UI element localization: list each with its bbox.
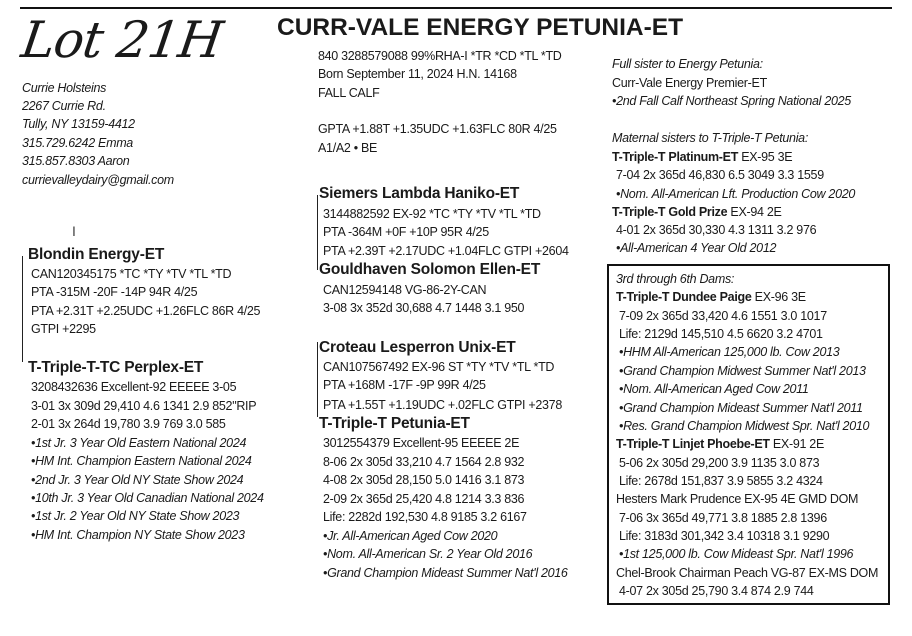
grand-dam-record-2: 4-08 2x 305d 28,150 5.0 1416 3.1 873: [323, 473, 525, 487]
third-dam-record: 7-09 2x 365d 33,420 4.6 1551 3.0 1017: [619, 309, 827, 323]
dam-record-2: 2-01 3x 264d 19,780 3.9 769 3.0 585: [31, 417, 226, 431]
sire-dam-line-1: CAN12594148 VG-86-2Y-CAN: [323, 283, 487, 297]
dam-record-1: 3-01 3x 309d 29,410 4.6 1341 2.9 852"RIP: [31, 399, 257, 413]
animal-birth-line: Born September 11, 2024 H.N. 14168: [318, 67, 517, 81]
dam-sire-line-1: CAN120345175 *TC *TY *TV *TL *TD: [31, 267, 232, 281]
sixth-dam-record: 4-07 2x 305d 25,790 3.4 874 2.9 744: [619, 584, 814, 598]
text-cursor-icon: I: [72, 223, 76, 239]
maternal-sister-2-record: 4-01 2x 365d 30,330 4.3 1311 3.2 976: [616, 223, 817, 237]
full-sister-honor: •2nd Fall Calf Northeast Spring National 2025: [612, 94, 851, 108]
sire-line-1: 3144882592 EX-92 *TC *TY *TV *TL *TD: [323, 207, 541, 221]
consignor-name: Currie Holsteins: [22, 81, 107, 95]
sire-line-3: PTA +2.39T +2.17UDC +1.04FLC GTPI +2604: [323, 244, 569, 258]
dams-header: 3rd through 6th Dams:: [616, 272, 735, 286]
third-dam-honor: •Grand Champion Midwest Summer Nat'l 2013: [619, 364, 866, 378]
grand-dam-honor: •Grand Champion Mideast Summer Nat'l 2016: [323, 566, 568, 580]
dam-honor: •HM Int. Champion NY State Show 2023: [31, 528, 245, 542]
dam-sire-line-4: GTPI +2295: [31, 322, 96, 336]
third-dam-honor: •HHM All-American 125,000 lb. Cow 2013: [619, 345, 840, 359]
third-dam-name: T-Triple-T Dundee Paige: [616, 290, 752, 304]
fourth-dam: [616, 435, 824, 453]
maternal-sister-2-class: EX-94 2E: [727, 205, 782, 219]
fourth-dam-class: EX-91 2E: [769, 437, 824, 451]
consignor-phone-1: 315.729.6242 Emma: [22, 136, 133, 150]
maternal-sister-1-record: 7-04 2x 365d 46,830 6.5 3049 3.3 1559: [616, 168, 824, 182]
maternal-sister-2-honor: •All-American 4 Year Old 2012: [616, 241, 777, 255]
dam-honor: •1st Jr. 3 Year Old Eastern National 2024: [31, 436, 247, 450]
consignor-city: Tully, NY 13159-4412: [22, 117, 135, 131]
fourth-dam-name: T-Triple-T Linjet Phoebe-ET: [616, 437, 770, 451]
full-sister-header: Full sister to Energy Petunia:: [612, 57, 763, 71]
fifth-dam-record: 7-06 3x 365d 49,771 3.8 1885 2.8 1396: [619, 511, 827, 525]
fourth-dam-record: 5-06 2x 305d 29,200 3.9 1135 3.0 873: [619, 456, 820, 470]
grand-dam-name: T-Triple-T Petunia-ET: [319, 415, 470, 432]
page-title: CURR-VALE ENERGY PETUNIA-ET: [277, 14, 684, 41]
sixth-dam: Chel-Brook Chairman Peach VG-87 EX-MS DOM: [616, 566, 879, 580]
top-rule: [20, 7, 892, 9]
third-dam-life: Life: 2129d 145,510 4.5 6620 3.2 4701: [619, 327, 823, 341]
third-dam-honor: •Nom. All-American Aged Cow 2011: [619, 382, 809, 396]
sire-dam-name: Gouldhaven Solomon Ellen-ET: [319, 261, 541, 278]
dam-honor: •10th Jr. 3 Year Old Canadian National 2024: [31, 491, 264, 505]
dam-honor: •2nd Jr. 3 Year Old NY State Show 2024: [31, 473, 244, 487]
grand-dam-life: Life: 2282d 192,530 4.8 9185 3.2 6167: [323, 510, 527, 524]
dam-honor: •1st Jr. 2 Year Old NY State Show 2023: [31, 509, 240, 523]
dam-bracket: [22, 256, 23, 362]
dam-honor: •HM Int. Champion Eastern National 2024: [31, 454, 252, 468]
sire-dam-line-2: 3-08 3x 352d 30,688 4.7 1448 3.1 950: [323, 301, 525, 315]
animal-class: FALL CALF: [318, 86, 380, 100]
third-dam-honor: •Grand Champion Mideast Summer Nat'l 2011: [619, 401, 863, 415]
sire-line-2: PTA -364M +0F +10P 95R 4/25: [323, 225, 489, 239]
maternal-sister-1-class: EX-95 3E: [738, 150, 793, 164]
grand-dam-honor: •Jr. All-American Aged Cow 2020: [323, 529, 498, 543]
maternal-sister-1-name: T-Triple-T Platinum-ET: [612, 150, 739, 164]
grand-dam-sire-line-3: PTA +1.55T +1.19UDC +.02FLC GTPI +2378: [323, 398, 562, 412]
consignor-email[interactable]: currievalleydairy@gmail.com: [22, 173, 174, 187]
lot-number: Lot 21H: [17, 11, 226, 69]
maternal-sister-2-name: T-Triple-T Gold Prize: [612, 205, 728, 219]
dam-sire-line-3: PTA +2.31T +2.25UDC +1.26FLC 86R 4/25: [31, 304, 261, 318]
consignor-phone-2: 315.857.8303 Aaron: [22, 154, 130, 168]
third-dam: [616, 288, 806, 306]
grand-dam-sire-name: Croteau Lesperron Unix-ET: [319, 339, 516, 356]
maternal-sisters-header: Maternal sisters to T-Triple-T Petunia:: [612, 131, 809, 145]
fifth-dam-honor: •1st 125,000 lb. Cow Mideast Spr. Nat'l 1996: [619, 547, 854, 561]
consignor-street: 2267 Currie Rd.: [22, 99, 106, 113]
grand-dam-sire-line-2: PTA +168M -17F -9P 99R 4/25: [323, 378, 486, 392]
dam-sire-name: Blondin Energy-ET: [28, 246, 165, 263]
animal-gpta: GPTA +1.88T +1.35UDC +1.63FLC 80R 4/25: [318, 122, 557, 136]
maternal-sister-1: [612, 148, 792, 166]
grand-dam-line-1: 3012554379 Excellent-95 EEEEE 2E: [323, 436, 520, 450]
animal-id-line: 840 3288579088 99%RHA-I *TR *CD *TL *TD: [318, 49, 562, 63]
dam-name: T-Triple-T-TC Perplex-ET: [28, 359, 204, 376]
full-sister-name: Curr-Vale Energy Premier-ET: [612, 76, 767, 90]
maternal-sister-1-honor: •Nom. All-American Lft. Production Cow 2020: [616, 187, 856, 201]
animal-codes: A1/A2 • BE: [318, 141, 378, 155]
fourth-dam-life: Life: 2678d 151,837 3.9 5855 3.2 4324: [619, 474, 823, 488]
fifth-dam: Hesters Mark Prudence EX-95 4E GMD DOM: [616, 492, 859, 506]
sire-name: Siemers Lambda Haniko-ET: [319, 185, 520, 202]
grand-dam-record-3: 2-09 2x 365d 25,420 4.8 1214 3.3 836: [323, 492, 525, 506]
third-dam-class: EX-96 3E: [751, 290, 806, 304]
grand-dam-record-1: 8-06 2x 305d 33,210 4.7 1564 2.8 932: [323, 455, 525, 469]
fifth-dam-life: Life: 3183d 301,342 3.4 10318 3.1 9290: [619, 529, 830, 543]
mgd-sire-bracket: [317, 342, 318, 417]
dam-sire-line-2: PTA -315M -20F -14P 94R 4/25: [31, 285, 198, 299]
sire-bracket: [317, 195, 318, 270]
grand-dam-honor: •Nom. All-American Sr. 2 Year Old 2016: [323, 547, 533, 561]
third-dam-honor: •Res. Grand Champion Midwest Spr. Nat'l 2010: [619, 419, 870, 433]
dam-line-1: 3208432636 Excellent-92 EEEEE 3-05: [31, 380, 237, 394]
maternal-sister-2: [612, 203, 782, 221]
grand-dam-sire-line-1: CAN107567492 EX-96 ST *TY *TV *TL *TD: [323, 360, 555, 374]
